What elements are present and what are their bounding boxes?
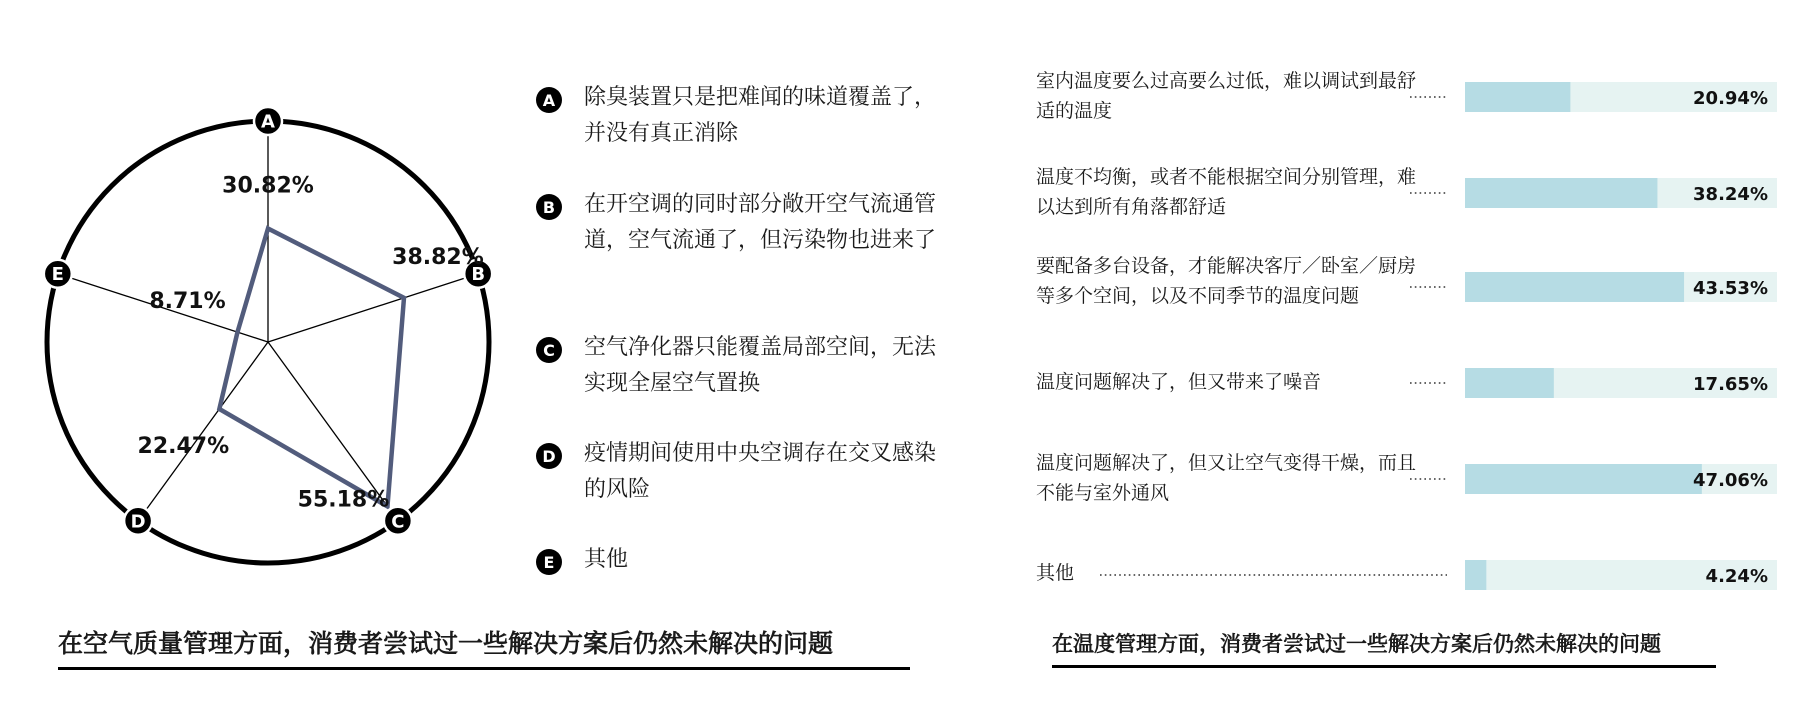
bar-value-label: 4.24% xyxy=(1705,566,1768,587)
radar-value-label: 30.82% xyxy=(222,173,314,199)
bar xyxy=(1465,178,1657,208)
legend-text-d: 疫情期间使用中央空调存在交叉感染的风险 xyxy=(584,441,937,502)
radar-value-label: 55.18% xyxy=(297,487,390,513)
bar-value-label: 17.65% xyxy=(1693,374,1768,395)
bar-chart-title: 在温度管理方面，消费者尝试过一些解决方案后仍然未解决的问题 xyxy=(1052,632,1661,656)
radar-title-underline xyxy=(58,667,910,670)
legend-badge-e: E xyxy=(536,549,562,575)
axis-label-c: C xyxy=(391,511,405,533)
axis-label-a: A xyxy=(261,111,275,133)
bar-value-label: 38.24% xyxy=(1693,184,1768,205)
legend-text-b: 在开空调的同时部分敞开空气流通管道，空气流通了，但污染物也进来了 xyxy=(584,192,937,253)
bar xyxy=(1465,560,1486,590)
bar-category-label: 温度问题解决了，但又带来了噪音 xyxy=(1036,371,1322,393)
legend-badge-a: A xyxy=(536,87,562,113)
radar-value-label: 22.47% xyxy=(137,433,230,459)
axis-label-e: E xyxy=(51,264,64,286)
bar-category-label: 其他 xyxy=(1036,562,1075,584)
radar-value-label: 38.82% xyxy=(392,244,484,270)
axis-label-b: B xyxy=(471,264,486,286)
legend-text-c: 空气净化器只能覆盖局部空间，无法实现全屋空气置换 xyxy=(584,335,937,396)
legend-badge-d: D xyxy=(536,443,562,469)
bar-value-label: 47.06% xyxy=(1693,470,1768,491)
bar-value-label: 20.94% xyxy=(1693,88,1768,109)
axis-label-d: D xyxy=(130,511,146,533)
radar-value-label: 8.71% xyxy=(149,289,226,315)
legend-item-c xyxy=(536,330,944,402)
legend-text-a: 除臭装置只是把难闻的味道覆盖了，并没有真正消除 xyxy=(584,85,937,146)
radar-spoke xyxy=(138,342,268,521)
bar xyxy=(1465,368,1554,398)
legend-item-d xyxy=(536,436,944,508)
radar-series-polygon xyxy=(219,228,404,506)
bar xyxy=(1465,272,1684,302)
bar-category-label: 温度问题解决了，但又让空气变得干燥，而且不能与室外通风 xyxy=(1036,452,1417,504)
radar-chart-title: 在空气质量管理方面，消费者尝试过一些解决方案后仍然未解决的问题 xyxy=(58,629,834,658)
legend-item-a xyxy=(536,80,944,152)
bar-category-label: 温度不均衡，或者不能根据空间分别管理，难以达到所有角落都舒适 xyxy=(1036,166,1417,218)
legend-badge-c: C xyxy=(536,337,562,363)
bar xyxy=(1465,82,1570,112)
bar-title-underline xyxy=(1052,665,1716,668)
legend-item-e xyxy=(536,542,944,578)
bar-category-label: 要配备多台设备，才能解决客厅／卧室／厨房等多个空间，以及不同季节的温度问题 xyxy=(1036,255,1417,307)
legend-item-b xyxy=(536,187,944,259)
bar xyxy=(1465,464,1702,494)
legend-text-e: 其他 xyxy=(584,547,629,572)
legend-badge-b: B xyxy=(536,194,562,220)
bar-value-label: 43.53% xyxy=(1693,278,1768,299)
bar-category-label: 室内温度要么过高要么过低，难以调试到最舒适的温度 xyxy=(1036,70,1417,122)
